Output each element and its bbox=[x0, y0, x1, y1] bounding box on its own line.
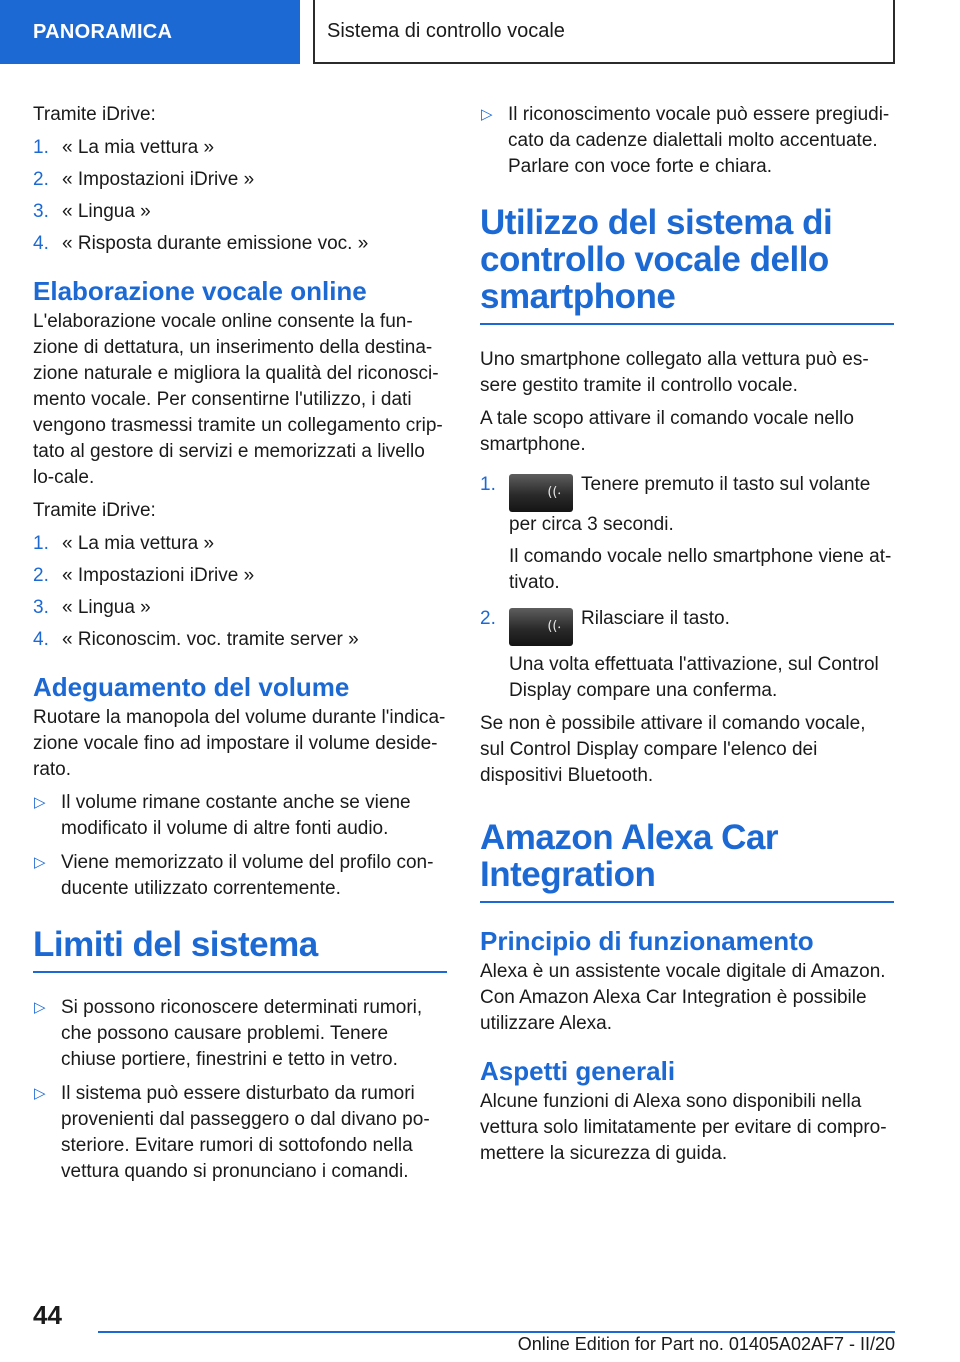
voice-button-icon: ((⸳ bbox=[509, 474, 573, 512]
step-text: « La mia vettura » bbox=[62, 137, 215, 158]
step-number: 1. bbox=[33, 533, 49, 554]
step-number: 4. bbox=[33, 629, 49, 650]
step-item bbox=[33, 167, 447, 193]
step-item bbox=[480, 606, 894, 704]
dialect-bullets bbox=[480, 102, 894, 180]
step-text: Tenere premuto il tasto sul volante per circa 3 secondi. bbox=[509, 474, 871, 535]
bullet-item bbox=[33, 1081, 447, 1185]
triangle-bullet-icon: ▷ bbox=[481, 106, 493, 123]
step-number: 1. bbox=[33, 137, 49, 158]
step-item bbox=[33, 135, 447, 161]
footer-divider bbox=[98, 1331, 895, 1333]
step-item bbox=[33, 595, 447, 621]
header-section-label: PANORAMICA bbox=[33, 20, 173, 43]
general-aspects-text: Alcune funzioni di Alexa sono disponibili nella vettura solo limitatamente per evitare di compro-mettere la sicurezza di guida. bbox=[480, 1091, 887, 1164]
limits-bullets bbox=[33, 995, 447, 1185]
step-number: 4. bbox=[33, 233, 49, 254]
step-text: « Lingua » bbox=[62, 201, 151, 222]
page-number: 44 bbox=[33, 1300, 62, 1330]
footer-edition: Online Edition for Part no. 01405A02AF7 - II/20 bbox=[517, 1334, 895, 1354]
right-column bbox=[480, 102, 894, 1174]
volume-bullets bbox=[33, 790, 447, 902]
smartphone-text-2: A tale scopo attivare il comando vocale nello smartphone. bbox=[480, 408, 854, 455]
heading-volume: Adeguamento del volume bbox=[33, 672, 350, 702]
step-number: 2. bbox=[33, 565, 49, 586]
step-text: « Lingua » bbox=[62, 597, 151, 618]
bullet-text: Il volume rimane costante anche se viene modificato il volume di altre fonti audio. bbox=[61, 792, 411, 839]
heading-system-limits: Limiti del sistema bbox=[33, 926, 447, 973]
principle-text: Alexa è un assistente vocale digitale di Amazon. Con Amazon Alexa Car Integration è possibile utilizzare Alexa. bbox=[480, 961, 886, 1034]
step-item bbox=[33, 199, 447, 225]
header-section-tab[interactable] bbox=[0, 0, 300, 64]
bullet-item bbox=[33, 790, 447, 842]
step-number: 2. bbox=[480, 608, 496, 629]
heading-general-aspects: Aspetti generali bbox=[480, 1056, 676, 1086]
triangle-bullet-icon: ▷ bbox=[34, 854, 46, 871]
heading-smartphone-voice: Utilizzo del sistema di controllo vocale dello smartphone bbox=[480, 204, 894, 325]
triangle-bullet-icon: ▷ bbox=[34, 1085, 46, 1102]
heading-alexa: Amazon Alexa Car Integration bbox=[480, 819, 894, 903]
step-number: 3. bbox=[33, 597, 49, 618]
bullet-text: Si possono riconoscere determinati rumori, che possono causare problemi. Tenere chiuse portiere, finestrini e tetto in vetro. bbox=[61, 997, 423, 1070]
heading-online-processing: Elaborazione vocale online bbox=[33, 276, 367, 306]
step-item bbox=[480, 472, 894, 596]
online-processing-text: L'elaborazione vocale online consente la fun-zione di dettatura, un inserimento della destina-zione naturale e migliora la qualità del riconosci-mento vocale. Per consentirne l'utilizzo, i dati vengono trasmessi tramite un collegamento crip-tato al gestore di servizi e memorizzati a livello lo-cale. bbox=[33, 311, 443, 488]
bullet-text: Il sistema può essere disturbato da rumori provenienti dal passeggero o dal divano po-steriore. Evitare rumori di sottofondo nella vettura quando si pronunciano i comandi. bbox=[61, 1083, 430, 1182]
step-text: « Impostazioni iDrive » bbox=[62, 565, 255, 586]
bullet-item bbox=[33, 995, 447, 1073]
step-item bbox=[33, 231, 447, 257]
triangle-bullet-icon: ▷ bbox=[34, 999, 46, 1016]
bullet-text: Viene memorizzato il volume del profilo con-ducente utilizzato correntemente. bbox=[61, 852, 434, 899]
step-note: Una volta effettuata l'attivazione, sul Control Display compare una conferma. bbox=[509, 654, 879, 701]
voice-button-icon: ((⸳ bbox=[509, 608, 573, 646]
step-text: « Risposta durante emissione voc. » bbox=[62, 233, 369, 254]
smartphone-steps bbox=[480, 472, 894, 704]
step-item bbox=[33, 531, 447, 557]
volume-text: Ruotare la manopola del volume durante l'indica-zione vocale fino ad impostare il volume deside-rato. bbox=[33, 707, 446, 780]
header-chapter-tab[interactable] bbox=[313, 0, 895, 64]
idrive-intro: Tramite iDrive: bbox=[33, 104, 156, 125]
step-text: Rilasciare il tasto. bbox=[581, 608, 730, 629]
bullet-item bbox=[480, 102, 894, 180]
heading-principle: Principio di funzionamento bbox=[480, 926, 814, 956]
step-number: 1. bbox=[480, 474, 496, 495]
header-chapter-label: Sistema di controllo vocale bbox=[327, 19, 565, 42]
step-text: « La mia vettura » bbox=[62, 533, 215, 554]
smartphone-text-3: Se non è possibile attivare il comando vocale, sul Control Display compare l'elenco dei dispositivi Bluetooth. bbox=[480, 713, 866, 786]
step-text: « Impostazioni iDrive » bbox=[62, 169, 255, 190]
idrive-intro: Tramite iDrive: bbox=[33, 500, 156, 521]
step-item bbox=[33, 627, 447, 653]
step-text: « Riconoscim. voc. tramite server » bbox=[62, 629, 359, 650]
left-column bbox=[33, 102, 447, 1199]
server-recognition-steps bbox=[33, 531, 447, 653]
triangle-bullet-icon: ▷ bbox=[34, 794, 46, 811]
language-steps bbox=[33, 135, 447, 257]
bullet-item bbox=[33, 850, 447, 902]
step-note: Il comando vocale nello smartphone viene at-tivato. bbox=[509, 546, 892, 593]
step-number: 3. bbox=[33, 201, 49, 222]
smartphone-text-1: Uno smartphone collegato alla vettura può es-sere gestito tramite il controllo vocale. bbox=[480, 349, 869, 396]
bullet-text: Il riconoscimento vocale può essere pregiudi-cato da cadenze dialettali molto accentuate. Parlare con voce forte e chiara. bbox=[508, 104, 890, 177]
step-number: 2. bbox=[33, 169, 49, 190]
step-item bbox=[33, 563, 447, 589]
